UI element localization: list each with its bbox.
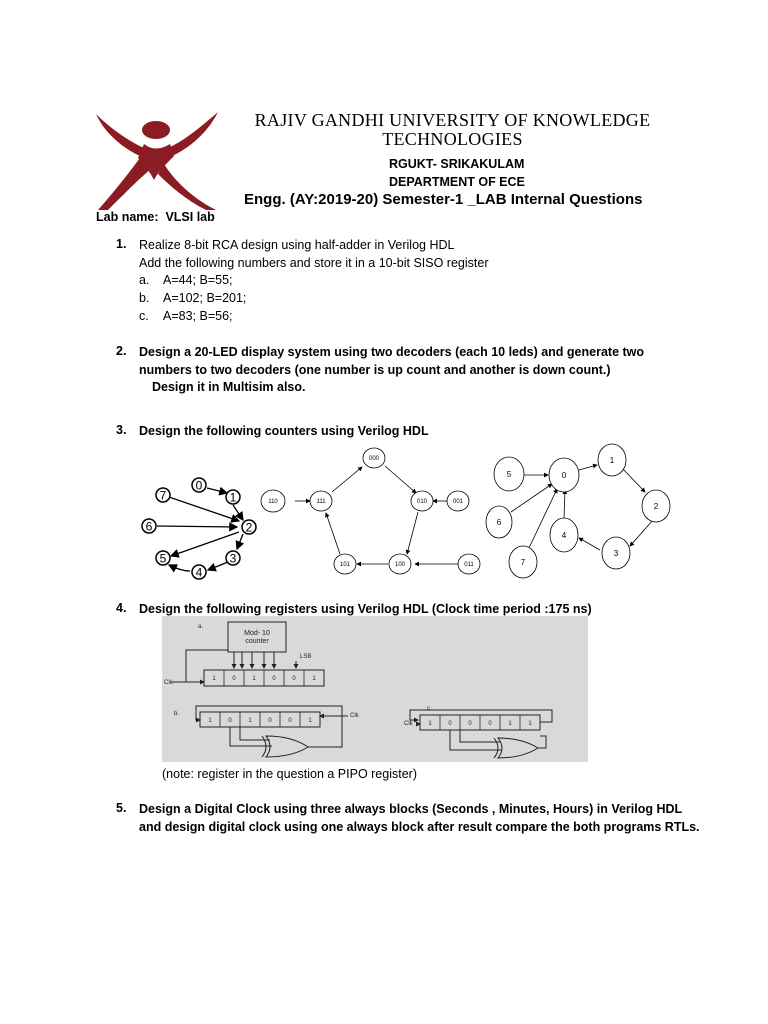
b-bit-3: 0 — [268, 718, 272, 724]
university-name-line2: TECHNOLOGIES — [382, 129, 523, 149]
logo-left-leg — [98, 158, 152, 210]
a-bit-2: 1 — [252, 676, 256, 682]
lab-name: Lab name: VLSI lab — [96, 210, 215, 224]
b-bit-4: 0 — [288, 718, 292, 724]
c-bit-1: 0 — [448, 721, 452, 727]
c-bit-0: 1 — [428, 721, 432, 727]
logo-right-arm — [168, 112, 218, 156]
d2-node-001: 001 — [452, 499, 464, 505]
q2-line1: Design a 20-LED display system using two decoders (each 10 leds) and generate two — [139, 345, 645, 359]
d3-node-3: 3 — [613, 549, 619, 558]
register-b — [200, 712, 320, 727]
exam-title: Engg. (AY:2019-20) Semester-1 _LAB Internal Questions — [244, 191, 643, 208]
campus-name: RGUKT- SRIKAKULAM — [389, 157, 525, 171]
d1-node-5: 5 — [159, 551, 167, 566]
clk-label-a: Clk — [164, 680, 173, 686]
d2-node-110: 110 — [268, 499, 278, 505]
q2-number: 2. — [116, 344, 127, 358]
department-name: DEPARTMENT OF ECE — [389, 175, 525, 189]
a-bit-4: 0 — [292, 676, 296, 682]
d2-node-000: 000 — [368, 456, 380, 462]
d3-node-4: 4 — [561, 531, 567, 540]
q2-line3: Design it in Multisim also. — [152, 380, 306, 394]
q1-line2: Add the following numbers and store it in a 10-bit SISO register — [139, 256, 489, 270]
d1-node-6: 6 — [145, 519, 153, 534]
counter-diagram-1 — [135, 470, 260, 582]
d2-node-100: 100 — [394, 562, 406, 568]
q1-item-a: a. A=44; B=55; — [139, 273, 233, 287]
b-bit-1: 0 — [228, 718, 232, 724]
d3-node-2: 2 — [653, 502, 659, 511]
q2-line2: numbers to two decoders (one number is up count and another is down count.) — [139, 363, 611, 377]
d1-node-0: 0 — [195, 478, 203, 493]
d3-node-5: 5 — [506, 470, 512, 479]
logo-right-leg — [158, 164, 216, 210]
mod10-counter-box — [228, 622, 286, 652]
a-bit-0: 1 — [212, 676, 216, 682]
fig-label-a: a. — [198, 624, 204, 630]
c-bit-3: 0 — [488, 721, 492, 727]
fig-label-c: c. — [427, 706, 432, 712]
d1-node-7: 7 — [159, 488, 167, 503]
q1-item-b: b. A=102; B=201; — [139, 291, 247, 305]
a-bit-1: 0 — [232, 676, 236, 682]
q5-line2: and design digital clock using one always block after result compare the both programs RTLs. — [139, 820, 700, 834]
counter-diagram-3 — [485, 440, 675, 580]
register-figure — [162, 616, 588, 762]
university-logo — [94, 108, 220, 212]
d1-node-4: 4 — [195, 565, 203, 580]
q4-number: 4. — [116, 601, 127, 615]
clk-label-c: Clk — [404, 721, 413, 727]
logo-head — [142, 121, 170, 139]
university-name-line1: RAJIV GANDHI UNIVERSITY OF KNOWLEDGE — [254, 110, 651, 130]
counter-label-2: counter — [245, 638, 269, 645]
register-c — [420, 715, 540, 730]
d1-node-1: 1 — [229, 490, 237, 505]
counter-diagram-2 — [258, 442, 483, 580]
d2-node-011: 011 — [464, 562, 474, 568]
d2-node-010: 010 — [416, 499, 428, 505]
fig-label-b: b. — [174, 711, 180, 717]
b-bit-5: 1 — [308, 718, 312, 724]
q5-line1: Design a Digital Clock using three always blocks (Seconds , Minutes, Hours) in Verilog HDL — [139, 802, 683, 816]
q1-number: 1. — [116, 237, 127, 251]
q3-text: Design the following counters using Verilog HDL — [139, 424, 429, 438]
counter-label-1: Mod- 10 — [244, 630, 270, 637]
c-bit-5: 1 — [528, 721, 532, 727]
a-bit-5: 1 — [312, 676, 316, 682]
q1-line1: Realize 8-bit RCA design using half-adder in Verilog HDL — [139, 238, 455, 252]
b-bit-0: 1 — [208, 718, 212, 724]
q1-item-c: c. A=83; B=56; — [139, 309, 233, 323]
d1-node-3: 3 — [229, 551, 237, 566]
a-bit-3: 0 — [272, 676, 276, 682]
d3-node-7: 7 — [520, 558, 526, 567]
d3-node-6: 6 — [496, 518, 502, 527]
c-bit-4: 1 — [508, 721, 512, 727]
q3-number: 3. — [116, 423, 127, 437]
lsb-label: LSB — [300, 654, 312, 660]
d3-node-1: 1 — [609, 456, 615, 465]
register-a — [204, 670, 324, 686]
b-bit-2: 1 — [248, 718, 252, 724]
c-bit-2: 0 — [468, 721, 472, 727]
d2-node-101: 101 — [339, 562, 351, 568]
clk-label-b: Clk — [350, 713, 359, 719]
d3-node-0: 0 — [561, 471, 567, 480]
logo-left-arm — [96, 114, 144, 156]
d1-node-2: 2 — [245, 520, 253, 535]
q5-number: 5. — [116, 801, 127, 815]
q4-text: Design the following registers using Verilog HDL (Clock time period :175 ns) — [139, 602, 592, 616]
q4-note: (note: register in the question a PIPO register) — [162, 767, 417, 781]
d2-node-111: 111 — [316, 499, 326, 505]
